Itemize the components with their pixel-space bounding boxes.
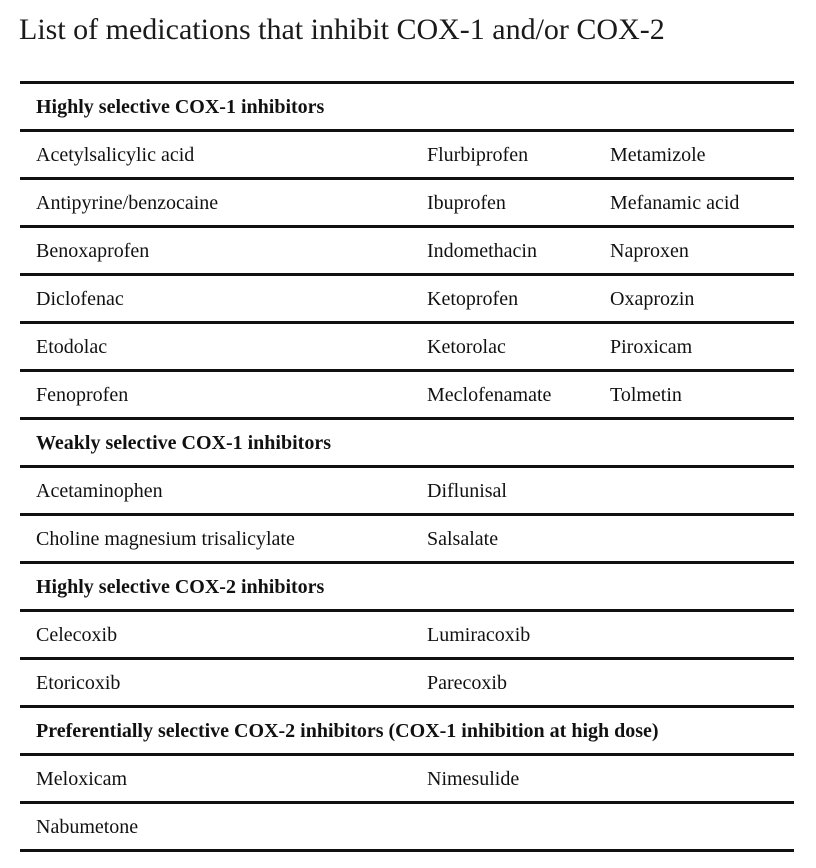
medication-row — [20, 803, 794, 851]
medication-cell: Etodolac — [20, 323, 411, 371]
section-heading: Preferentially selective COX-2 inhibitors (COX-1 inhibition at high dose) — [20, 707, 794, 755]
medication-cell: Indomethacin — [411, 227, 600, 275]
section-header-row — [20, 83, 794, 131]
medication-row — [20, 227, 794, 275]
medication-cell: Ketoprofen — [411, 275, 600, 323]
medication-row — [20, 323, 794, 371]
medication-cell: Fenoprofen — [20, 371, 411, 419]
medication-cell — [600, 467, 794, 515]
section-header-row — [20, 707, 794, 755]
medication-table — [20, 81, 794, 852]
medication-cell: Metamizole — [600, 131, 794, 179]
medication-cell: Oxaprozin — [600, 275, 794, 323]
medication-row — [20, 467, 794, 515]
medication-row — [20, 659, 794, 707]
medication-row — [20, 179, 794, 227]
medication-cell: Mefanamic acid — [600, 179, 794, 227]
section-header-row — [20, 419, 794, 467]
medication-cell: Antipyrine/benzocaine — [20, 179, 411, 227]
medication-cell: Nabumetone — [20, 803, 411, 851]
section-header-row — [20, 563, 794, 611]
medication-cell: Celecoxib — [20, 611, 411, 659]
medication-cell: Acetaminophen — [20, 467, 411, 515]
medication-cell: Salsalate — [411, 515, 600, 563]
medication-cell: Ibuprofen — [411, 179, 600, 227]
medication-row — [20, 371, 794, 419]
section-heading: Highly selective COX-1 inhibitors — [20, 83, 794, 131]
medication-row — [20, 611, 794, 659]
medication-row — [20, 275, 794, 323]
medication-cell — [411, 803, 600, 851]
medication-cell: Ketorolac — [411, 323, 600, 371]
medication-cell — [600, 515, 794, 563]
medication-cell: Etoricoxib — [20, 659, 411, 707]
medication-cell: Meloxicam — [20, 755, 411, 803]
medication-cell — [600, 659, 794, 707]
medication-cell: Parecoxib — [411, 659, 600, 707]
section-heading: Weakly selective COX-1 inhibitors — [20, 419, 794, 467]
medication-row — [20, 131, 794, 179]
medication-row — [20, 515, 794, 563]
medication-cell: Nimesulide — [411, 755, 600, 803]
medication-cell — [600, 755, 794, 803]
medication-cell: Piroxicam — [600, 323, 794, 371]
medication-cell: Acetylsalicylic acid — [20, 131, 411, 179]
medication-table-body — [20, 83, 794, 851]
section-heading: Highly selective COX-2 inhibitors — [20, 563, 794, 611]
page-title: List of medications that inhibit COX-1 and/or COX-2 — [19, 13, 665, 46]
medication-cell — [600, 803, 794, 851]
medication-cell: Benoxaprofen — [20, 227, 411, 275]
medication-cell: Tolmetin — [600, 371, 794, 419]
medication-cell: Lumiracoxib — [411, 611, 600, 659]
medication-cell: Flurbiprofen — [411, 131, 600, 179]
medication-cell: Naproxen — [600, 227, 794, 275]
medication-cell: Diclofenac — [20, 275, 411, 323]
medication-cell: Diflunisal — [411, 467, 600, 515]
medication-cell: Choline magnesium trisalicylate — [20, 515, 411, 563]
medication-cell: Meclofenamate — [411, 371, 600, 419]
medication-row — [20, 755, 794, 803]
medication-cell — [600, 611, 794, 659]
